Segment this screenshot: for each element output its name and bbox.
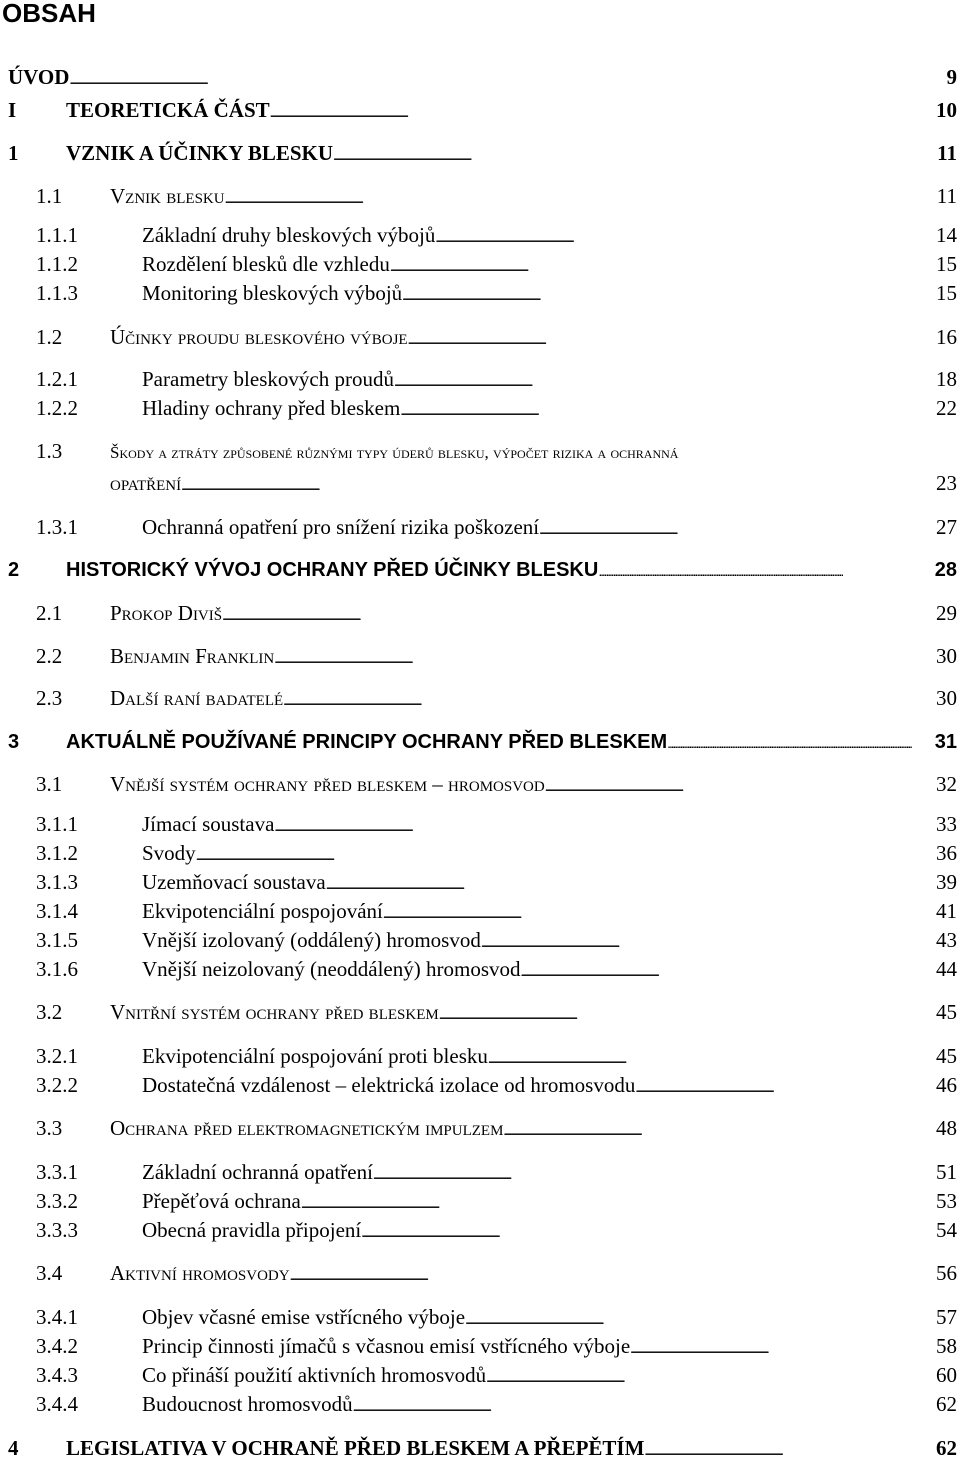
toc-entry-number: 3.1 [36, 772, 63, 796]
toc-entry[interactable] [36, 927, 957, 957]
toc-entry-page: 32 [936, 772, 957, 796]
toc-entry[interactable] [36, 600, 957, 630]
leader-dots [439, 999, 934, 1029]
toc-entry-page: 60 [936, 1363, 957, 1387]
leader-dots [488, 1043, 934, 1073]
toc-entry-page: 36 [936, 841, 957, 865]
leader-dots [274, 643, 934, 673]
toc-entry[interactable] [36, 251, 957, 281]
toc-entry-page: 27 [936, 515, 957, 539]
toc-entry-title: Ekvipotenciální pospojování proti blesku [142, 1044, 488, 1068]
toc-entry-number: 3.4.3 [36, 1363, 78, 1387]
toc-entry-number: 3.3 [36, 1116, 63, 1140]
toc-entry-number: 1.1 [36, 184, 63, 208]
toc-entry-page: 33 [936, 812, 957, 836]
toc-entry-number: 1.1.2 [36, 252, 78, 276]
toc-entry-title: Další raní badatelé [110, 686, 284, 710]
leader-dots [222, 600, 934, 630]
toc-entry-page: 22 [936, 396, 957, 420]
toc-entry[interactable] [36, 366, 957, 396]
leader-dots [69, 64, 944, 94]
toc-entry-title: Rozdělení blesků dle vzhledu [142, 252, 390, 276]
toc-entry-title: Aktivní hromosvody [110, 1261, 290, 1285]
leader-dots [402, 280, 934, 310]
toc-entry-page: 57 [936, 1305, 957, 1329]
toc-entry-number: 3 [8, 731, 20, 753]
toc-entry-number: 3.3.2 [36, 1189, 78, 1213]
toc-entry-title: TEORETICKÁ ČÁST [66, 98, 270, 122]
toc-entry-title: Ochranná opatření pro snížení rizika poškození [142, 515, 540, 539]
toc-entry-number: 2.1 [36, 601, 63, 625]
toc-entry-page: 39 [936, 870, 957, 894]
toc-entry[interactable] [36, 643, 957, 673]
toc-entry-number: 1 [8, 141, 19, 165]
toc-entry[interactable] [36, 840, 957, 870]
toc-entry[interactable] [8, 140, 957, 170]
toc-entry-title: Obecná pravidla připojení [142, 1218, 362, 1242]
toc-entry[interactable] [36, 869, 957, 899]
toc-entry[interactable] [36, 1072, 957, 1102]
toc-entry[interactable] [36, 438, 957, 466]
toc-entry-number: 1.3.1 [36, 515, 78, 539]
toc-entry-page: 41 [936, 899, 957, 923]
toc-entry-number: 3.1.1 [36, 812, 78, 836]
toc-entry-number: 3.1.6 [36, 957, 78, 981]
toc-entry-title: HISTORICKÝ VÝVOJ OCHRANY PŘED ÚČINKY BLESKU [66, 559, 599, 581]
toc-entry-title: Hladiny ochrany před bleskem [142, 396, 401, 420]
toc-entry-title: AKTUÁLNĚ POUŽÍVANÉ PRINCIPY OCHRANY PŘED BLESKEM [66, 731, 668, 753]
toc-entry-number: 1.2 [36, 325, 63, 349]
toc-entry[interactable] [36, 956, 957, 986]
leader-dots [598, 557, 932, 584]
toc-entry[interactable] [8, 97, 957, 127]
toc-entry-title: Princip činnosti jímačů s včasnou emisí vstřícného výboje [142, 1334, 631, 1358]
leader-dots [274, 811, 934, 841]
leader-dots [539, 514, 934, 544]
toc-entry[interactable] [36, 1304, 957, 1334]
toc-entry-title: Svody [142, 841, 196, 865]
toc-entry[interactable] [36, 1188, 957, 1218]
leader-dots [225, 183, 935, 213]
toc-entry-title: VZNIK A ÚČINKY BLESKU [66, 141, 334, 165]
toc-entry-page: 31 [934, 731, 957, 753]
toc-entry-title: Parametry bleskových proudů [142, 367, 394, 391]
toc-entry-page: 45 [936, 1000, 957, 1024]
toc-entry[interactable] [36, 999, 957, 1029]
toc-entry-page: 15 [936, 281, 957, 305]
toc-entry-number: 3.1.5 [36, 928, 78, 952]
toc-entry-title: Vnější systém ochrany před bleskem – hromosvod [110, 772, 545, 796]
toc-entry-number: 1.1.3 [36, 281, 78, 305]
toc-entry-title: Uzemňovací soustava [142, 870, 326, 894]
toc-entry-title: opatření [110, 471, 182, 495]
leader-dots [290, 1260, 934, 1290]
toc-entry-page: 44 [936, 957, 957, 981]
leader-dots [644, 1435, 934, 1465]
toc-entry-number: 2.3 [36, 686, 63, 710]
toc-entry-title: Vznik blesku [110, 184, 225, 208]
toc-entry-page: 56 [936, 1261, 957, 1285]
toc-entry-page: 10 [936, 98, 957, 122]
toc-entry-title: Monitoring bleskových výbojů [142, 281, 403, 305]
toc-entry-number: 1.2.2 [36, 396, 78, 420]
leader-dots [390, 251, 934, 281]
leader-dots [408, 324, 934, 354]
leader-dots [400, 395, 934, 425]
toc-entry-title: Základní ochranná opatření [142, 1160, 373, 1184]
toc-entry-page: 46 [936, 1073, 957, 1097]
leader-dots [181, 470, 934, 500]
toc-entry-page: 54 [936, 1218, 957, 1242]
leader-dots [353, 1391, 934, 1421]
toc-entry[interactable] [36, 771, 957, 801]
toc-entry-page: 58 [936, 1334, 957, 1358]
toc-entry-number: 1.2.1 [36, 367, 78, 391]
toc-entry-page: 16 [936, 325, 957, 349]
toc-entry[interactable] [36, 1391, 957, 1421]
toc-entry-number: 3.3.3 [36, 1218, 78, 1242]
toc-entry-title: ÚVOD [8, 65, 70, 89]
toc-entry-number: 3.1.4 [36, 899, 78, 923]
toc-entry-page: 30 [936, 686, 957, 710]
toc-entry[interactable] [36, 1333, 957, 1363]
leader-dots [481, 927, 934, 957]
toc-entry-page: 11 [937, 141, 957, 165]
toc-entry-title: Účinky proudu bleskového výboje [110, 325, 408, 349]
toc-entry-page: 23 [936, 471, 957, 495]
leader-dots [361, 1217, 934, 1247]
leader-dots [630, 1333, 934, 1363]
toc-entry[interactable] [36, 1217, 957, 1247]
toc-entry[interactable] [36, 1043, 957, 1073]
toc-entry-page: 45 [936, 1044, 957, 1068]
toc-heading: OBSAH [2, 0, 96, 28]
toc-entry-page: 51 [936, 1160, 957, 1184]
leader-dots [503, 1115, 934, 1145]
toc-entry-page: 29 [936, 601, 957, 625]
toc-entry[interactable] [110, 470, 957, 500]
leader-dots [394, 366, 934, 396]
leader-dots [465, 1304, 934, 1334]
toc-entry-number: 3.2 [36, 1000, 63, 1024]
toc-entry-number: 3.2.1 [36, 1044, 78, 1068]
toc-entry[interactable] [36, 1260, 957, 1290]
toc-entry-page: 11 [936, 184, 957, 208]
leader-dots [635, 1072, 934, 1102]
toc-entry-title: Vnitřní systém ochrany před bleskem [110, 1000, 439, 1024]
toc-entry-title: LEGISLATIVA V OCHRANĚ PŘED BLESKEM A PŘEPĚTÍM [66, 1436, 645, 1460]
leader-dots [373, 1159, 934, 1189]
toc-entry[interactable] [36, 395, 957, 425]
toc-entry-number: I [8, 98, 17, 122]
toc-entry-title: Prokop Diviš [110, 601, 223, 625]
toc-entry-title: Co přináší použití aktivních hromosvodů [142, 1363, 487, 1387]
toc-entry-page: 62 [936, 1436, 957, 1460]
leader-dots [435, 222, 934, 252]
toc-entry[interactable] [36, 514, 957, 544]
toc-entry[interactable] [8, 64, 957, 94]
toc-entry-page: 14 [936, 223, 957, 247]
toc-entry[interactable] [36, 1362, 957, 1392]
toc-entry-page: 9 [946, 65, 957, 89]
leader-dots [486, 1362, 934, 1392]
toc-entry-page: 30 [936, 644, 957, 668]
toc-entry[interactable] [36, 222, 957, 252]
toc-entry-title: Základní druhy bleskových výbojů [142, 223, 436, 247]
leader-dots [326, 869, 934, 899]
toc-entry-page: 28 [934, 559, 957, 581]
toc-entry[interactable] [36, 685, 957, 715]
toc-entry-title: Škody a ztráty způsobené různými typy úderů blesku, výpočet rizika a ochranná [110, 443, 679, 462]
leader-dots [270, 97, 934, 127]
toc-entry-number: 3.3.1 [36, 1160, 78, 1184]
toc-entry-page: 43 [936, 928, 957, 952]
toc-entry-title: Benjamin Franklin [110, 644, 275, 668]
toc-entry[interactable] [36, 324, 957, 354]
leader-dots [667, 729, 933, 756]
toc-entry[interactable] [36, 183, 957, 213]
toc-entry[interactable] [36, 811, 957, 841]
toc-entry[interactable] [8, 557, 957, 584]
toc-entry-number: 2.2 [36, 644, 63, 668]
toc-entry-page: 15 [936, 252, 957, 276]
toc-entry[interactable] [36, 280, 957, 310]
toc-entry-page: 48 [936, 1116, 957, 1140]
toc-entry[interactable] [8, 1435, 957, 1465]
toc-entry-number: 3.2.2 [36, 1073, 78, 1097]
toc-entry-title: Přepěťová ochrana [142, 1189, 301, 1213]
toc-entry-page: 18 [936, 367, 957, 391]
toc-entry-number: 3.4 [36, 1261, 63, 1285]
toc-entry[interactable] [36, 898, 957, 928]
toc-entry-number: 2 [8, 559, 20, 581]
toc-entry-number: 1.1.1 [36, 223, 78, 247]
toc-entry[interactable] [36, 1159, 957, 1189]
toc-entry-number: 3.4.4 [36, 1392, 78, 1416]
toc-entry-title: Ekvipotenciální pospojování [142, 899, 383, 923]
toc-entry-number: 3.1.2 [36, 841, 78, 865]
toc-entry-number: 3.4.1 [36, 1305, 78, 1329]
toc-entry-title: Vnější neizolovaný (neoddálený) hromosvod [142, 957, 521, 981]
toc-entry-number: 1.3 [36, 439, 63, 463]
toc-entry-title: Budoucnost hromosvodů [142, 1392, 353, 1416]
toc-entry-title: Dostatečná vzdálenost – elektrická izolace od hromosvodu [142, 1073, 636, 1097]
toc-entry-page: 53 [936, 1189, 957, 1213]
toc-entry-number: 4 [8, 1436, 19, 1460]
leader-dots [521, 956, 935, 986]
toc-entry-number: 3.4.2 [36, 1334, 78, 1358]
toc-entry[interactable] [8, 729, 957, 756]
leader-dots [333, 140, 935, 170]
toc-entry-title: Vnější izolovaný (oddálený) hromosvod [142, 928, 481, 952]
toc-entry-page: 62 [936, 1392, 957, 1416]
toc-entry[interactable] [36, 1115, 957, 1145]
leader-dots [196, 840, 934, 870]
leader-dots [383, 898, 934, 928]
leader-dots [545, 771, 934, 801]
leader-dots [283, 685, 934, 715]
toc-entry-title: Jímací soustava [142, 812, 275, 836]
leader-dots [301, 1188, 934, 1218]
toc-entry-title: Objev včasné emise vstřícného výboje [142, 1305, 466, 1329]
toc-entry-title: Ochrana před elektromagnetickým impulzem [110, 1116, 504, 1140]
toc-entry-number: 3.1.3 [36, 870, 78, 894]
